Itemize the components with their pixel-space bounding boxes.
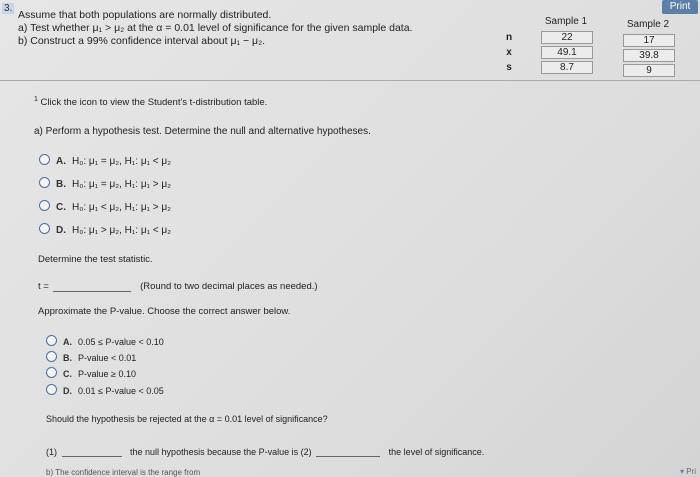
divider [0, 80, 700, 81]
radio-button[interactable] [46, 351, 57, 362]
corner-print-fragment[interactable] [680, 467, 696, 476]
sample-1-s: 8.7 [541, 61, 593, 74]
row-label-n: n [505, 32, 513, 43]
footnote-marker: 1 [34, 96, 38, 103]
sample-1-header: Sample 1 [544, 16, 588, 27]
print-button[interactable]: Print [662, 0, 698, 14]
radio-button[interactable] [46, 367, 57, 378]
radio-button[interactable] [46, 384, 57, 395]
radio-button[interactable] [39, 200, 50, 211]
sample-1-x: 49.1 [541, 46, 593, 59]
radio-button[interactable] [39, 177, 50, 188]
conclusion-row [46, 446, 484, 457]
sample-2-n: 17 [623, 34, 675, 47]
t-rounding-hint: (Round to two decimal places as needed.) [140, 281, 318, 292]
prompt-line-3: b) Construct a 99% confidence interval about μ₁ − μ₂. [18, 35, 266, 47]
t-statistic-input[interactable] [53, 279, 131, 292]
reject-question: Should the hypothesis be rejected at the α = 0.01 level of significance? [46, 414, 328, 424]
sample-2-x: 39.8 [623, 49, 675, 62]
sample-1-n: 22 [541, 31, 593, 44]
part-a-heading: a) Perform a hypothesis test. Determine the null and alternative hypotheses. [34, 126, 371, 137]
p-value-option-c[interactable]: C. P-value ≥ 0.10 [46, 367, 136, 379]
t-statistic-row [38, 279, 318, 292]
t-table-link[interactable] [34, 96, 267, 108]
row-label-s: s [506, 62, 512, 73]
radio-button[interactable] [46, 335, 57, 346]
p-value-option-a[interactable]: A. 0.05 ≤ P-value < 0.10 [46, 335, 164, 347]
blank-1-label: (1) [46, 447, 57, 457]
question-number: 3. [4, 3, 13, 14]
hypothesis-option-a[interactable]: A. H₀: μ₁ = μ₂, H₁: μ₁ < μ₂ [39, 154, 171, 167]
corner-text: Pri [686, 467, 696, 476]
hypothesis-option-b[interactable]: B. H₀: μ₁ = μ₂, H₁: μ₁ > μ₂ [39, 177, 171, 190]
conclusion-dropdown-2[interactable] [316, 446, 380, 457]
conclusion-end-text: the level of significance. [388, 447, 485, 457]
conclusion-middle-text: the null hypothesis because the P-value is (2) [130, 447, 312, 457]
conclusion-dropdown-1[interactable] [62, 446, 122, 457]
p-value-option-b[interactable]: B. P-value < 0.01 [46, 351, 136, 363]
t-table-link-text: Click the icon to view the Student's t-distribution table. [40, 97, 268, 109]
radio-button[interactable] [39, 223, 50, 234]
prompt-line-1: Assume that both populations are normally distributed. [18, 9, 272, 21]
hypothesis-option-d[interactable]: D. H₀: μ₁ > μ₂, H₁: μ₁ < μ₂ [39, 223, 171, 236]
row-label-x: x [506, 47, 512, 58]
sample-2-header: Sample 2 [626, 19, 670, 30]
t-label: t = [38, 281, 49, 292]
chevron-down-icon: ▾ [679, 467, 684, 476]
p-value-option-d[interactable]: D. 0.01 ≤ P-value < 0.05 [46, 384, 164, 396]
prompt-line-2: a) Test whether μ₁ > μ₂ at the α = 0.01 level of significance for the given sample data. [18, 22, 413, 34]
p-value-prompt: Approximate the P-value. Choose the correct answer below. [38, 306, 291, 317]
sample-2-s: 9 [623, 64, 675, 77]
radio-button[interactable] [39, 154, 50, 165]
test-statistic-prompt: Determine the test statistic. [38, 254, 153, 265]
hypothesis-option-c[interactable]: C. H₀: μ₁ < μ₂, H₁: μ₁ > μ₂ [39, 200, 171, 213]
part-b-cut-off: b) The confidence interval is the range from [46, 468, 201, 477]
